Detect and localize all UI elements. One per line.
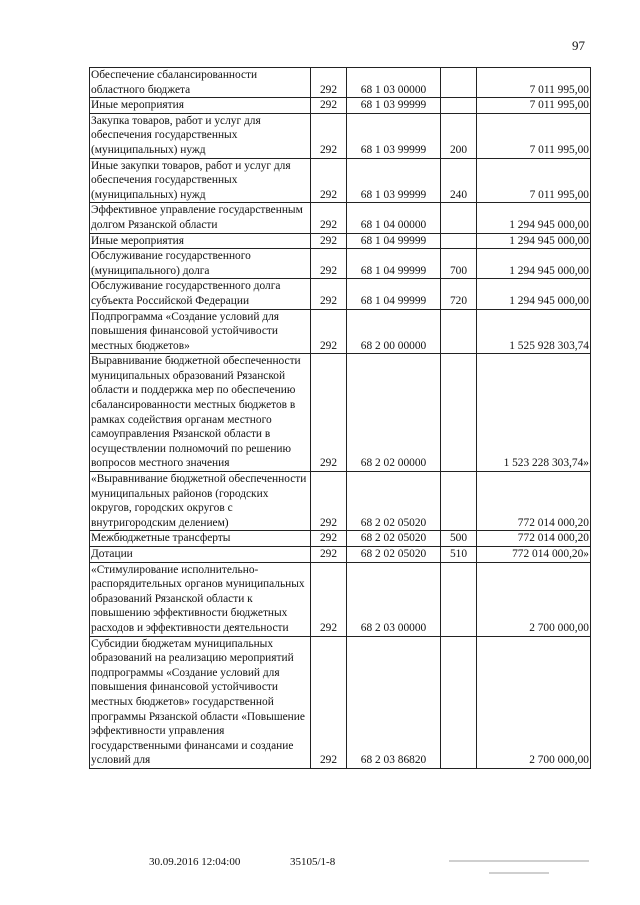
row-expense-type xyxy=(441,562,477,636)
row-expense-type: 240 xyxy=(441,158,477,203)
row-target-code: 68 1 04 99999 xyxy=(347,249,441,279)
row-amount: 1 294 945 000,00 xyxy=(477,279,591,309)
row-name: «Выравнивание бюджетной обеспеченности муниципальных районов (городских округов, городских округов с внутригородским делением) xyxy=(90,472,311,531)
scan-artifact xyxy=(449,860,589,862)
row-amount: 772 014 000,20 xyxy=(477,531,591,547)
row-ved-code: 292 xyxy=(311,636,347,768)
row-target-code: 68 2 02 00000 xyxy=(347,354,441,472)
table-row xyxy=(90,562,591,636)
row-name: Обслуживание государственного долга субъекта Российской Федерации xyxy=(90,279,311,309)
table-row xyxy=(90,279,591,309)
row-amount: 1 294 945 000,00 xyxy=(477,233,591,249)
table-row xyxy=(90,354,591,472)
row-expense-type xyxy=(441,68,477,98)
row-name: Субсидии бюджетам муниципальных образований на реализацию мероприятий подпрограммы «Создание условий для повышения финансовой устойчивости местных бюджетов» государственной программы Рязанской области «Повышение эффективности управления государственными финансами и создание условий для xyxy=(90,636,311,768)
table-row xyxy=(90,636,591,768)
row-ved-code: 292 xyxy=(311,562,347,636)
row-expense-type: 700 xyxy=(441,249,477,279)
row-ved-code: 292 xyxy=(311,531,347,547)
row-amount: 2 700 000,00 xyxy=(477,562,591,636)
row-target-code: 68 2 03 00000 xyxy=(347,562,441,636)
row-expense-type xyxy=(441,98,477,114)
row-target-code: 68 1 04 99999 xyxy=(347,233,441,249)
row-target-code: 68 2 03 86820 xyxy=(347,636,441,768)
row-expense-type xyxy=(441,636,477,768)
row-ved-code: 292 xyxy=(311,98,347,114)
row-target-code: 68 2 02 05020 xyxy=(347,472,441,531)
row-ved-code: 292 xyxy=(311,472,347,531)
row-amount: 7 011 995,00 xyxy=(477,158,591,203)
row-name: Иные мероприятия xyxy=(90,233,311,249)
footer-datetime: 30.09.2016 12:04:00 xyxy=(149,856,241,868)
row-name: Закупка товаров, работ и услуг для обеспечения государственных (муниципальных) нужд xyxy=(90,113,311,158)
row-name: Иные закупки товаров, работ и услуг для обеспечения государственных (муниципальных) нужд xyxy=(90,158,311,203)
row-ved-code: 292 xyxy=(311,354,347,472)
row-amount: 1 525 928 303,74 xyxy=(477,309,591,354)
row-name: Подпрограмма «Создание условий для повышения финансовой устойчивости местных бюджетов» xyxy=(90,309,311,354)
row-amount: 7 011 995,00 xyxy=(477,68,591,98)
table-row xyxy=(90,68,591,98)
row-amount: 772 014 000,20 xyxy=(477,472,591,531)
row-name: Дотации xyxy=(90,547,311,563)
scan-artifact xyxy=(489,872,549,874)
row-target-code: 68 1 04 99999 xyxy=(347,279,441,309)
table-row xyxy=(90,472,591,531)
row-expense-type: 200 xyxy=(441,113,477,158)
row-target-code: 68 2 02 05020 xyxy=(347,531,441,547)
row-target-code: 68 1 03 99999 xyxy=(347,98,441,114)
row-expense-type xyxy=(441,472,477,531)
table-row xyxy=(90,113,591,158)
row-name: «Стимулирование исполнительно-распорядительных органов муниципальных образований Рязанской области к повышению эффективности бюджетных расходов и эффективности деятельности xyxy=(90,562,311,636)
row-target-code: 68 1 03 99999 xyxy=(347,158,441,203)
row-name: Иные мероприятия xyxy=(90,98,311,114)
row-target-code: 68 2 00 00000 xyxy=(347,309,441,354)
row-amount: 7 011 995,00 xyxy=(477,98,591,114)
row-ved-code: 292 xyxy=(311,203,347,233)
table-row xyxy=(90,309,591,354)
row-amount: 1 294 945 000,00 xyxy=(477,249,591,279)
row-ved-code: 292 xyxy=(311,113,347,158)
row-target-code: 68 2 02 05020 xyxy=(347,547,441,563)
table-row xyxy=(90,547,591,563)
row-target-code: 68 1 03 99999 xyxy=(347,113,441,158)
row-amount: 1 294 945 000,00 xyxy=(477,203,591,233)
row-expense-type xyxy=(441,309,477,354)
row-ved-code: 292 xyxy=(311,279,347,309)
row-name: Межбюджетные трансферты xyxy=(90,531,311,547)
row-target-code: 68 1 04 00000 xyxy=(347,203,441,233)
table-row xyxy=(90,531,591,547)
row-ved-code: 292 xyxy=(311,158,347,203)
footer-doc-number: 35105/1-8 xyxy=(290,856,336,868)
row-expense-type xyxy=(441,233,477,249)
row-ved-code: 292 xyxy=(311,547,347,563)
table-row xyxy=(90,249,591,279)
row-expense-type: 500 xyxy=(441,531,477,547)
row-target-code: 68 1 03 00000 xyxy=(347,68,441,98)
row-amount: 2 700 000,00 xyxy=(477,636,591,768)
row-expense-type xyxy=(441,354,477,472)
row-ved-code: 292 xyxy=(311,309,347,354)
row-amount: 1 523 228 303,74» xyxy=(477,354,591,472)
budget-table xyxy=(89,67,591,769)
row-amount: 7 011 995,00 xyxy=(477,113,591,158)
row-expense-type xyxy=(441,203,477,233)
table-row xyxy=(90,203,591,233)
row-ved-code: 292 xyxy=(311,68,347,98)
row-ved-code: 292 xyxy=(311,233,347,249)
row-name: Эффективное управление государственным долгом Рязанской области xyxy=(90,203,311,233)
row-amount: 772 014 000,20» xyxy=(477,547,591,563)
row-name: Обслуживание государственного (муниципального) долга xyxy=(90,249,311,279)
row-name: Обеспечение сбалансированности областного бюджета xyxy=(90,68,311,98)
table-row xyxy=(90,158,591,203)
budget-table-body xyxy=(90,68,591,769)
table-row xyxy=(90,233,591,249)
row-ved-code: 292 xyxy=(311,249,347,279)
page-number: 97 xyxy=(572,38,585,53)
row-expense-type: 720 xyxy=(441,279,477,309)
row-expense-type: 510 xyxy=(441,547,477,563)
table-row xyxy=(90,98,591,114)
row-name: Выравнивание бюджетной обеспеченности муниципальных образований Рязанской области и поддержка мер по обеспечению сбалансированности местных бюджетов в рамках содействия органам местного самоуправления Рязанской области в осуществлении полномочий по решению вопросов местного значения xyxy=(90,354,311,472)
